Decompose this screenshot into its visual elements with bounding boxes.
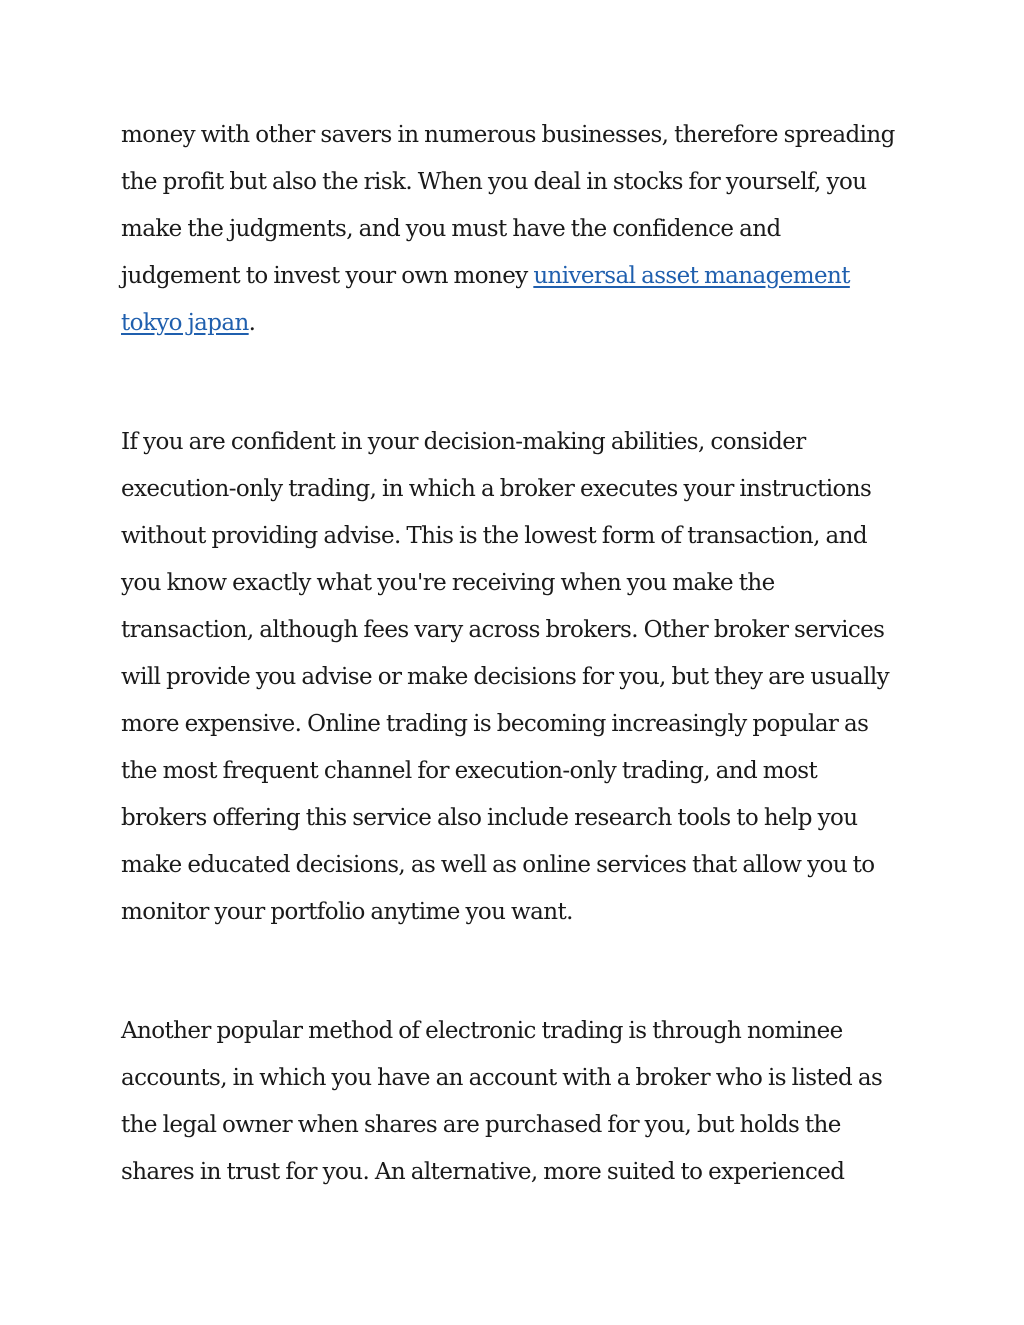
paragraph-spacer (121, 936, 911, 1008)
paragraph-3 (121, 1008, 911, 1196)
document-page (121, 112, 911, 1196)
paragraph-line: shares in trust for you. An alternative, more suited to experienced (121, 1159, 845, 1185)
paragraph-text: . (248, 310, 256, 336)
paragraph-text: judgement to invest your own money (121, 263, 534, 289)
paragraph-line: If you are confident in your decision-making abilities, consider (121, 429, 806, 455)
tokyo-japan-link[interactable]: tokyo japan (121, 310, 249, 336)
paragraph-line: the profit but also the risk. When you deal in stocks for yourself, you (121, 169, 867, 195)
paragraph-line: execution-only trading, in which a broker executes your instructions (121, 476, 872, 502)
paragraph-line: Another popular method of electronic trading is through nominee (121, 1018, 843, 1044)
paragraph-line: transaction, although fees vary across brokers. Other broker services (121, 617, 885, 643)
paragraph-line: money with other savers in numerous businesses, therefore spreading (121, 122, 895, 148)
universal-asset-management-link[interactable]: universal asset management (533, 263, 850, 289)
paragraph-line (121, 300, 911, 347)
paragraph-line: make the judgments, and you must have the confidence and (121, 216, 781, 242)
paragraph-line (121, 253, 911, 300)
paragraph-line: make educated decisions, as well as online services that allow you to (121, 852, 875, 878)
paragraph-line: the most frequent channel for execution-only trading, and most (121, 758, 818, 784)
paragraph-line: brokers offering this service also include research tools to help you (121, 805, 858, 831)
paragraph-line: will provide you advise or make decisions for you, but they are usually (121, 664, 890, 690)
paragraph-spacer (121, 347, 911, 419)
paragraph-line: monitor your portfolio anytime you want. (121, 899, 573, 925)
paragraph-line: you know exactly what you're receiving when you make the (121, 570, 775, 596)
paragraph-2 (121, 419, 911, 936)
paragraph-line: without providing advise. This is the lowest form of transaction, and (121, 523, 867, 549)
paragraph-line: accounts, in which you have an account with a broker who is listed as (121, 1065, 883, 1091)
paragraph-line: more expensive. Online trading is becoming increasingly popular as (121, 711, 869, 737)
paragraph-1 (121, 112, 911, 347)
paragraph-line: the legal owner when shares are purchased for you, but holds the (121, 1112, 841, 1138)
